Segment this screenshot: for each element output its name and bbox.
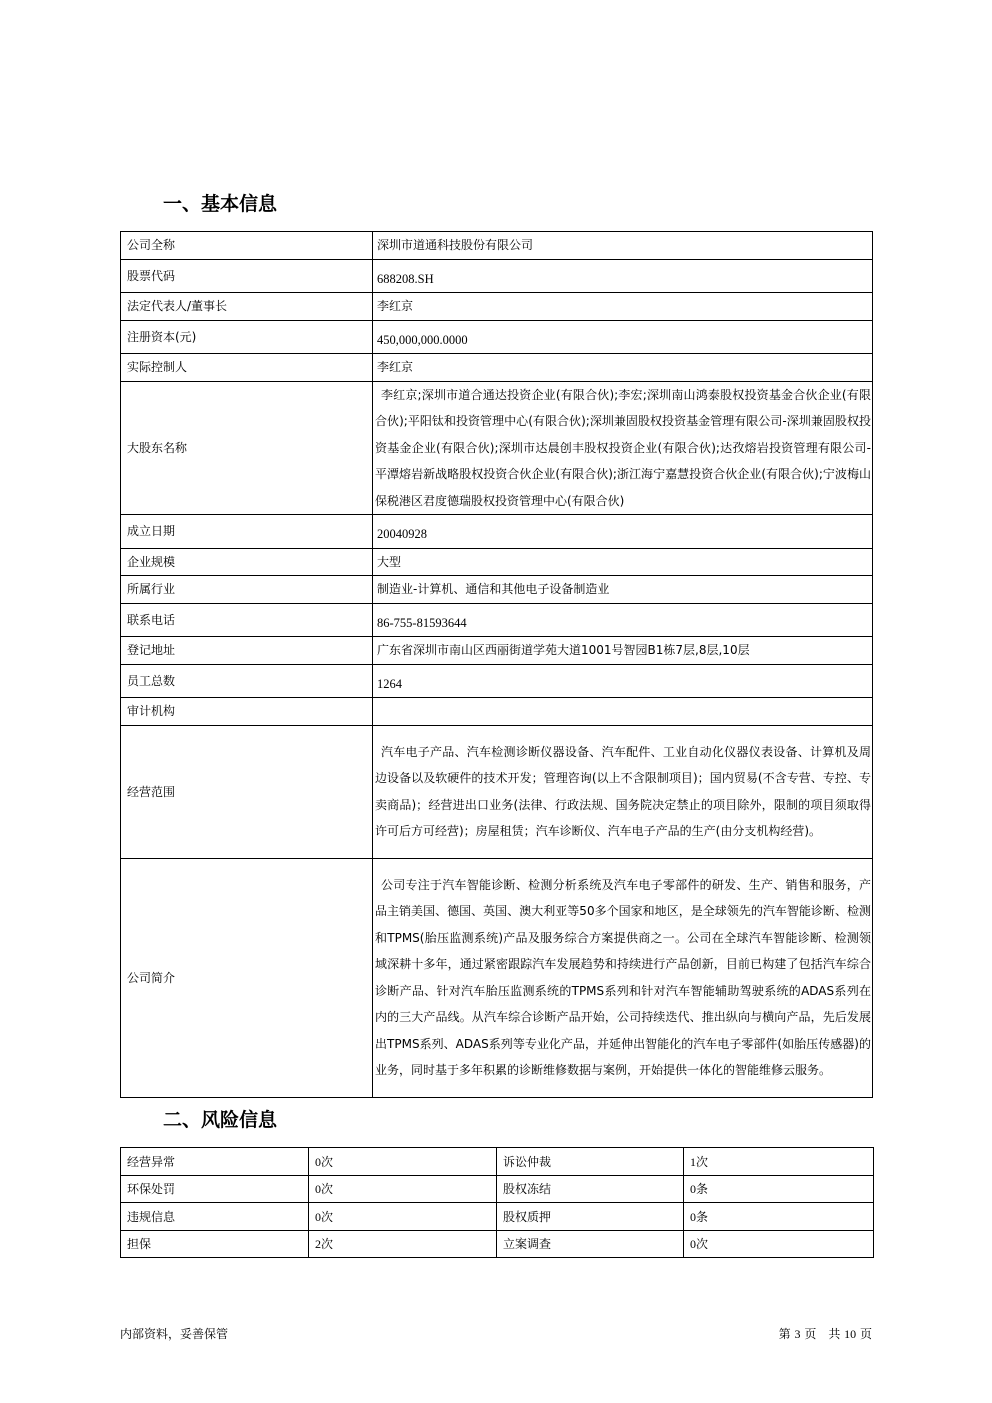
row-value: 制造业-计算机、通信和其他电子设备制造业 (373, 576, 873, 604)
row-value: 86-755-81593644 (373, 603, 873, 637)
row-label: 注册资本(元) (121, 320, 373, 354)
row-label: 员工总数 (121, 664, 373, 698)
table-row (121, 603, 873, 637)
basic-info-table (120, 231, 873, 1098)
risk-label: 股权冻结 (497, 1175, 684, 1203)
risk-label: 经营异常 (121, 1148, 309, 1176)
section-title-risk-info: 二、风险信息 (163, 1109, 278, 1131)
row-label: 登记地址 (121, 637, 373, 665)
row-value: 大型 (373, 548, 873, 576)
row-label: 所属行业 (121, 576, 373, 604)
row-value (373, 698, 873, 726)
table-row (121, 515, 873, 549)
row-value: 李红京;深圳市道合通达投资企业(有限合伙);李宏;深圳南山鸿泰股权投资基金合伙企业(有限合伙);平阳钛和投资管理中心(有限合伙);深圳兼固股权投资基金管理有限公司-深圳兼固股权投资基金企业(有限合伙);深圳市达晨创丰股权投资企业(有限合伙);达孜熔岩投资管理有限公司-平潭熔岩新战略股权投资合伙企业(有限合伙);浙江海宁嘉慧投资合伙企业(有限合伙);宁波梅山保税港区君度德瑞股权投资管理中心(有限合伙) (373, 381, 873, 515)
risk-value: 0次 (309, 1203, 497, 1231)
page-total: 10 (844, 1327, 857, 1341)
row-label: 成立日期 (121, 515, 373, 549)
footer-confidential-note: 内部资料，妥善保管 (120, 1327, 229, 1341)
table-row (121, 1230, 874, 1258)
risk-label: 违规信息 (121, 1203, 309, 1231)
row-value: 广东省深圳市南山区西丽街道学苑大道1001号智园B1栋7层,8层,10层 (373, 637, 873, 665)
row-value: 450,000,000.0000 (373, 320, 873, 354)
risk-value: 0条 (684, 1175, 874, 1203)
row-label: 公司简介 (121, 858, 373, 1097)
row-label: 联系电话 (121, 603, 373, 637)
page-mid: 页 共 (804, 1327, 841, 1341)
table-row (121, 698, 873, 726)
risk-label: 担保 (121, 1230, 309, 1258)
risk-value: 0次 (684, 1230, 874, 1258)
row-value: 李红京 (373, 293, 873, 321)
row-label: 实际控制人 (121, 354, 373, 382)
page-current: 3 (794, 1327, 801, 1341)
row-value: 深圳市道通科技股份有限公司 (373, 232, 873, 260)
risk-info-table (120, 1147, 874, 1258)
risk-label: 股权质押 (497, 1203, 684, 1231)
row-value: 1264 (373, 664, 873, 698)
table-row (121, 320, 873, 354)
section-title-basic-info: 一、基本信息 (163, 193, 278, 215)
risk-value: 0条 (684, 1203, 874, 1231)
risk-value: 0次 (309, 1175, 497, 1203)
table-row (121, 548, 873, 576)
row-label: 审计机构 (121, 698, 373, 726)
footer-page-number (779, 1325, 872, 1342)
row-value: 688208.SH (373, 259, 873, 293)
risk-value: 1次 (684, 1148, 874, 1176)
table-row (121, 664, 873, 698)
risk-value: 0次 (309, 1148, 497, 1176)
row-label: 企业规模 (121, 548, 373, 576)
table-row (121, 1148, 874, 1176)
table-row (121, 1175, 874, 1203)
risk-value: 2次 (309, 1230, 497, 1258)
risk-label: 诉讼仲裁 (497, 1148, 684, 1176)
table-row (121, 354, 873, 382)
risk-label: 立案调查 (497, 1230, 684, 1258)
row-value: 20040928 (373, 515, 873, 549)
row-label: 大股东名称 (121, 381, 373, 515)
row-label: 公司全称 (121, 232, 373, 260)
page-prefix: 第 (778, 1327, 791, 1341)
table-row (121, 637, 873, 665)
table-row (121, 725, 873, 858)
row-label: 法定代表人/董事长 (121, 293, 373, 321)
table-row (121, 1203, 874, 1231)
table-row (121, 576, 873, 604)
risk-label: 环保处罚 (121, 1175, 309, 1203)
row-label: 股票代码 (121, 259, 373, 293)
table-row (121, 232, 873, 260)
row-value: 公司专注于汽车智能诊断、检测分析系统及汽车电子零部件的研发、生产、销售和服务，产品主销美国、德国、英国、澳大利亚等50多个国家和地区，是全球领先的汽车智能诊断、检测和TPMS(胎压监测系统)产品及服务综合方案提供商之一。公司在全球汽车智能诊断、检测领域深耕十多年，通过紧密跟踪汽车发展趋势和持续进行产品创新，目前已构建了包括汽车综合诊断产品、针对汽车胎压监测系统的TPMS系列和针对汽车智能辅助驾驶系统的ADAS系列在内的三大产品线。从汽车综合诊断产品开始，公司持续迭代、推出纵向与横向产品，先后发展出TPMS系列、ADAS系列等专业化产品，并延伸出智能化的汽车电子零部件(如胎压传感器)的业务，同时基于多年积累的诊断维修数据与案例，开始提供一体化的智能维修云服务。 (373, 858, 873, 1097)
table-row (121, 293, 873, 321)
row-value: 李红京 (373, 354, 873, 382)
row-value: 汽车电子产品、汽车检测诊断仪器设备、汽车配件、工业自动化仪器仪表设备、计算机及周边设备以及软硬件的技术开发；管理咨询(以上不含限制项目)；国内贸易(不含专营、专控、专卖商品)；经营进出口业务(法律、行政法规、国务院决定禁止的项目除外，限制的项目须取得许可后方可经营)；房屋租赁；汽车诊断仪、汽车电子产品的生产(由分支机构经营)。 (373, 725, 873, 858)
page-suffix: 页 (859, 1327, 872, 1341)
table-row (121, 858, 873, 1097)
table-row (121, 381, 873, 515)
table-row (121, 259, 873, 293)
row-label: 经营范围 (121, 725, 373, 858)
